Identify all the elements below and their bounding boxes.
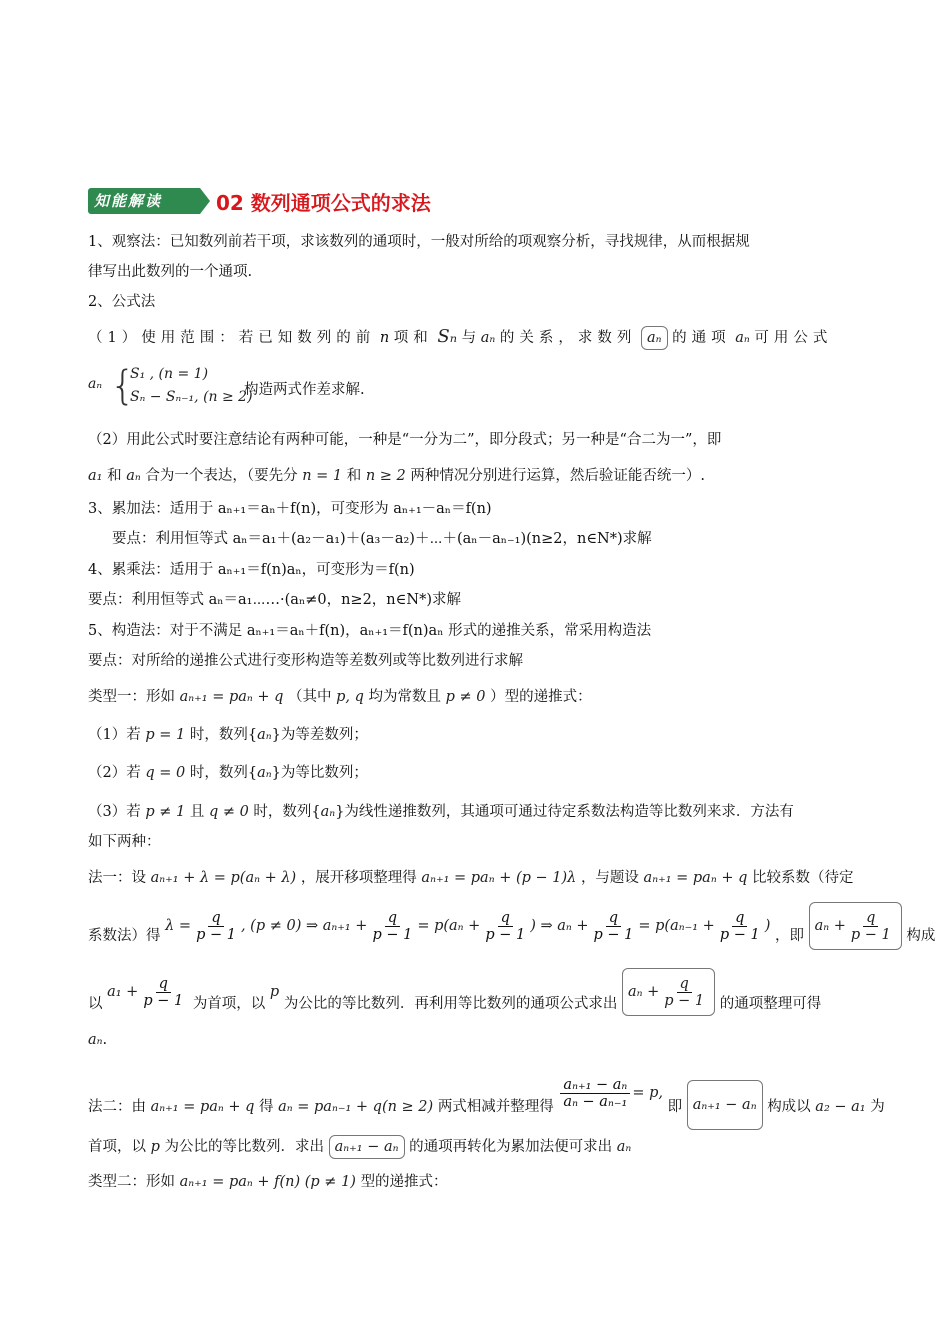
text: }为线性递推数列，其通项可通过待定系数法构造等比数列来求．方法有 bbox=[335, 804, 794, 820]
math-type1: aₙ₊₁ = paₙ + q bbox=[179, 689, 284, 705]
text: 时，数列{ bbox=[189, 765, 258, 781]
text: 类型一：形如 bbox=[88, 689, 175, 705]
text: 为 bbox=[870, 1099, 885, 1115]
denominator: p − 1 bbox=[485, 926, 526, 943]
text: ，展开移项整理得 bbox=[300, 870, 417, 886]
text: 3、累加法：适用于 aₙ₊₁＝aₙ＋f(n)，可变形为 aₙ₊₁－aₙ＝f(n) bbox=[88, 501, 492, 517]
denominator: p − 1 bbox=[850, 926, 891, 943]
fraction bbox=[661, 976, 707, 1009]
text: 的关系，求数列 bbox=[499, 330, 637, 346]
math-n-eq-1: n = 1 bbox=[302, 468, 343, 484]
paragraph-method-one-end bbox=[88, 1030, 864, 1050]
math-method2-a: aₙ₊₁ = paₙ + q bbox=[150, 1099, 255, 1115]
math-an: aₙ bbox=[616, 1139, 632, 1155]
text: 即 bbox=[667, 1099, 683, 1115]
paragraph-observation-cont bbox=[88, 262, 864, 282]
math-q-eq-0: q = 0 bbox=[145, 765, 186, 781]
math-ratio-tail: = p, bbox=[632, 1085, 663, 1101]
paragraph-type-one bbox=[88, 687, 864, 707]
math-p: p bbox=[269, 984, 280, 1000]
text: 的通项整理可得 bbox=[719, 996, 822, 1012]
math-p-eq-1: p = 1 bbox=[145, 727, 186, 743]
math-an: aₙ bbox=[257, 727, 272, 743]
numerator: q bbox=[677, 976, 692, 993]
text: 1、观察法：已知数列前若干项，求该数列的通项时，一般对所给的项观察分析，寻找规律，从而根据规 bbox=[88, 234, 750, 250]
text: 要点：利用恒等式 aₙ＝a₁⋯…·(aₙ≠0，n≥2，n∈N*)求解 bbox=[88, 592, 461, 608]
fraction bbox=[717, 910, 763, 943]
paragraph-case-3 bbox=[88, 802, 864, 822]
fraction bbox=[369, 910, 415, 943]
paragraph-case-2 bbox=[88, 763, 864, 783]
denominator: p − 1 bbox=[719, 926, 760, 943]
math-an: aₙ bbox=[126, 468, 141, 484]
text: 为公比的等比数列．求出 bbox=[164, 1139, 325, 1155]
math-method2-b: aₙ = paₙ₋₁ + q(n ≥ 2) bbox=[278, 1099, 434, 1115]
text: 的通项再转化为累加法便可求出 bbox=[409, 1139, 613, 1155]
math-a1-plus: a₁ + bbox=[107, 984, 139, 1000]
math-q-ne-0: q ≠ 0 bbox=[208, 804, 249, 820]
denominator: p − 1 bbox=[664, 992, 705, 1009]
math-implies: ) ⇒ aₙ + bbox=[530, 918, 589, 934]
left-brace-icon: { bbox=[110, 363, 136, 409]
numerator: q bbox=[606, 910, 621, 927]
section-badge: 知能解读 bbox=[88, 188, 200, 214]
text: ）型的递推式： bbox=[490, 689, 592, 705]
math-sequence-box bbox=[809, 902, 902, 950]
math-diff-box: aₙ₊₁ − aₙ bbox=[687, 1080, 763, 1130]
paragraph-accumulate-mul-key bbox=[88, 590, 864, 610]
text: ，即 bbox=[775, 928, 804, 944]
text: 且 bbox=[189, 804, 205, 820]
text: （2）用此公式时要注意结论有两种可能，一种是“一分为二”，即分段式；另一种是“合二为一”，即 bbox=[88, 432, 722, 448]
text: 系数法）得 bbox=[88, 928, 161, 944]
paragraph-observation bbox=[88, 232, 864, 252]
text: 合为一个表达，（要先分 bbox=[145, 468, 298, 484]
text: 和 bbox=[107, 468, 122, 484]
text: 时，数列{ bbox=[253, 804, 321, 820]
math-pq: p, q bbox=[336, 689, 364, 705]
math-an: aₙ bbox=[257, 765, 272, 781]
math-method1-c: aₙ₊₁ = paₙ + q bbox=[643, 870, 748, 886]
paragraph-note bbox=[88, 430, 864, 450]
fraction bbox=[482, 910, 528, 943]
paragraph-case-3-cont bbox=[88, 832, 864, 852]
text: }为等差数列； bbox=[271, 727, 368, 743]
paragraph-accumulate-add bbox=[88, 499, 864, 519]
text: 法二：由 bbox=[88, 1099, 146, 1115]
math-method1-b: aₙ₊₁ = paₙ + (p − 1)λ bbox=[421, 870, 577, 886]
text: 得 bbox=[259, 1099, 274, 1115]
text: 5、构造法：对于不满足 aₙ₊₁＝aₙ＋f(n)，aₙ₊₁＝f(n)aₙ 形式的递推关系，常采用构造法 bbox=[88, 623, 652, 639]
text: 型的递推式： bbox=[360, 1174, 448, 1190]
numerator: q bbox=[156, 976, 171, 993]
paragraph-note-cont bbox=[88, 466, 864, 486]
math-an: aₙ bbox=[735, 330, 750, 346]
fraction bbox=[560, 1077, 630, 1110]
text: 项和 bbox=[393, 330, 433, 346]
badge-arrow-icon bbox=[200, 188, 210, 214]
paragraph-method-one bbox=[88, 868, 864, 888]
numerator: q bbox=[385, 910, 400, 927]
denominator: p − 1 bbox=[593, 926, 634, 943]
text: （3）若 bbox=[88, 804, 141, 820]
paragraph-construct-key bbox=[88, 651, 864, 671]
math-sequence-box bbox=[622, 968, 715, 1016]
numerator: q bbox=[863, 910, 878, 927]
text: 如下两种： bbox=[88, 834, 161, 850]
text: （其中 bbox=[288, 689, 332, 705]
text: 要点：对所给的递推公式进行变形构造等差数列或等比数列进行求解 bbox=[88, 653, 523, 669]
text: 的通项 bbox=[672, 330, 731, 346]
text: 律写出此数列的一个通项. bbox=[88, 264, 253, 280]
piecewise-row-1: S₁ , (n = 1) bbox=[130, 366, 209, 382]
section-title bbox=[88, 186, 431, 216]
paragraph-type-two bbox=[88, 1172, 864, 1192]
math-n-ge-2: n ≥ 2 bbox=[365, 468, 406, 484]
math-lambda: λ = bbox=[165, 918, 192, 934]
numerator: q bbox=[732, 910, 747, 927]
text: 为首项，以 bbox=[192, 996, 266, 1012]
text: 以 bbox=[88, 996, 103, 1012]
text: 类型二：形如 bbox=[88, 1174, 175, 1190]
section-heading: 02 数列通项公式的求法 bbox=[216, 190, 431, 215]
numerator: q bbox=[498, 910, 513, 927]
piecewise-row-2: Sₙ − Sₙ₋₁, (n ≥ 2) bbox=[130, 389, 253, 405]
text: 可用公式 bbox=[754, 330, 833, 346]
math-an: aₙ bbox=[88, 1032, 103, 1048]
text: 两种情况分别进行运算，然后验证能否统一）. bbox=[410, 468, 705, 484]
math-an: aₙ bbox=[320, 804, 336, 820]
text: }为等比数列； bbox=[271, 765, 368, 781]
math-diff-box: aₙ₊₁ − aₙ bbox=[329, 1135, 405, 1159]
math-type2: aₙ₊₁ = paₙ + f(n) (p ≠ 1) bbox=[179, 1174, 356, 1190]
text: 两式相减并整理得 bbox=[437, 1099, 554, 1115]
text: 要点：利用恒等式 aₙ＝a₁＋(a₂－a₁)＋(a₃－a₂)＋⋯＋(aₙ－aₙ₋₁)(n≥2，n∈N*)求解 bbox=[112, 531, 652, 547]
math-sn: Sₙ bbox=[437, 326, 458, 347]
text: 时，数列{ bbox=[189, 727, 258, 743]
fraction bbox=[848, 910, 894, 943]
paragraph-method-one-cont bbox=[88, 968, 864, 1012]
text: 4、累乘法：适用于 aₙ₊₁＝f(n)aₙ，可变形为＝f(n) bbox=[88, 562, 415, 578]
math-an: aₙ bbox=[88, 376, 103, 392]
paragraph-method-two bbox=[88, 1068, 885, 1115]
fraction bbox=[591, 910, 637, 943]
paragraph-method-one-derivation bbox=[88, 902, 936, 946]
text: ，与题设 bbox=[580, 870, 639, 886]
text: 首项，以 bbox=[88, 1139, 146, 1155]
math-p-ne-1: p ≠ 1 bbox=[145, 804, 186, 820]
paragraph-construct bbox=[88, 621, 864, 641]
math-sequence-an: aₙ bbox=[641, 326, 668, 350]
paragraph-method-two-cont bbox=[88, 1135, 864, 1159]
fraction bbox=[193, 910, 239, 943]
math-close: ) bbox=[764, 918, 771, 934]
paragraph-case-1 bbox=[88, 725, 864, 745]
numerator: aₙ₊₁ − aₙ bbox=[560, 1077, 630, 1094]
math-eq: = p(aₙ + bbox=[417, 918, 481, 934]
text: 与 bbox=[461, 330, 477, 346]
text: . bbox=[102, 1032, 108, 1048]
text: 均为常数且 bbox=[368, 689, 442, 705]
numerator: q bbox=[208, 910, 223, 927]
text: 法一：设 bbox=[88, 870, 146, 886]
math-an-plus: aₙ + bbox=[814, 918, 846, 934]
text: 为公比的等比数列．再利用等比数列的通项公式求出 bbox=[283, 996, 618, 1012]
math-method1-a: aₙ₊₁ + λ = p(aₙ + λ) bbox=[150, 870, 297, 886]
piecewise-formula bbox=[88, 362, 488, 412]
paragraph-formula-method bbox=[88, 292, 864, 312]
text: （1）使用范围：若已知数列的前 bbox=[88, 330, 376, 346]
math-n: n bbox=[379, 330, 390, 346]
text: （2）若 bbox=[88, 765, 141, 781]
math-a1: a₁ bbox=[88, 468, 103, 484]
denominator: p − 1 bbox=[372, 926, 413, 943]
math-condition: , (p ≠ 0) ⇒ aₙ₊₁ + bbox=[240, 918, 368, 934]
paragraph-formula-range bbox=[88, 326, 864, 350]
text: 2、公式法 bbox=[88, 294, 156, 310]
math-eq: = p(aₙ₋₁ + bbox=[638, 918, 715, 934]
text: （1）若 bbox=[88, 727, 141, 743]
text: 构成以 bbox=[767, 1099, 811, 1115]
denominator: p − 1 bbox=[196, 926, 236, 943]
math-a2-a1: a₂ − a₁ bbox=[815, 1099, 866, 1115]
paragraph-accumulate-add-key bbox=[112, 529, 888, 549]
math-p: p bbox=[150, 1139, 160, 1155]
denominator: aₙ − aₙ₋₁ bbox=[563, 1093, 628, 1110]
fraction bbox=[140, 976, 186, 1009]
math-an-plus: aₙ + bbox=[627, 984, 660, 1000]
text: 构成 bbox=[906, 928, 936, 944]
paragraph-accumulate-mul bbox=[88, 560, 864, 580]
math-p-ne-0: p ≠ 0 bbox=[445, 689, 486, 705]
text: 和 bbox=[346, 468, 362, 484]
denominator: p − 1 bbox=[143, 992, 184, 1009]
text: 构造两式作差求解. bbox=[244, 382, 365, 398]
math-an: aₙ bbox=[480, 330, 496, 346]
text: 比较系数（待定 bbox=[751, 870, 854, 886]
